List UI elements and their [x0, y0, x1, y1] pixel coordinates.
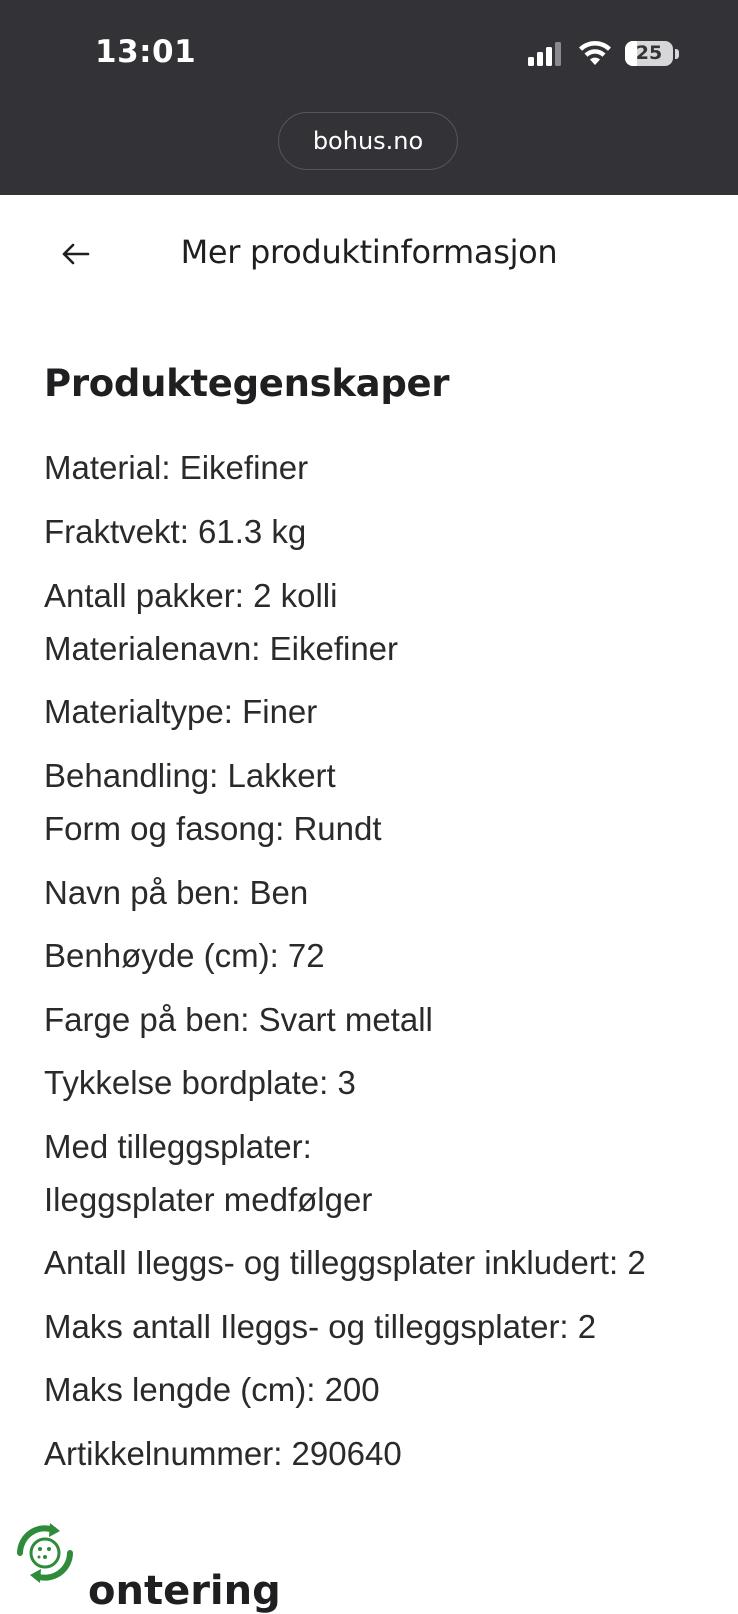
- next-section-heading-partial: ontering: [88, 1568, 281, 1614]
- url-text: bohus.no: [312, 127, 424, 155]
- recycle-icon[interactable]: [10, 1518, 80, 1588]
- browser-top-bar: [0, 0, 738, 195]
- property-material: Material: Eikefiner: [44, 449, 309, 486]
- property-shape: Form og fasong: Rundt: [44, 810, 382, 847]
- property-material-type: Materialtype: Finer: [44, 693, 318, 730]
- property-tabletop-thickness: Tykkelse bordplate: 3: [44, 1064, 356, 1101]
- battery-percentage: 25: [635, 42, 663, 64]
- battery-icon: [625, 41, 673, 66]
- property-extension-leaves: Med tilleggsplater:: [44, 1128, 312, 1165]
- cellular-signal-icon: [528, 40, 562, 66]
- address-bar[interactable]: [278, 112, 458, 170]
- property-leg-name: Navn på ben: Ben: [44, 874, 309, 911]
- battery-tip: [675, 49, 679, 59]
- property-extension-leaves-value: Ileggsplater medfølger: [44, 1181, 373, 1218]
- property-leg-height: Benhøyde (cm): 72: [44, 937, 325, 974]
- property-treatment: Behandling: Lakkert: [44, 757, 336, 794]
- property-material-name: Materialenavn: Eikefiner: [44, 630, 399, 667]
- property-leaves-included: Antall Ileggs- og tilleggsplater inkludert: 2: [44, 1244, 646, 1281]
- property-article-number: Artikkelnummer: 290640: [44, 1435, 402, 1472]
- status-time: 13:01: [95, 34, 197, 70]
- section-heading: Produktegenskaper: [44, 362, 450, 405]
- property-leg-color: Farge på ben: Svart metall: [44, 1001, 433, 1038]
- wifi-icon: [578, 38, 612, 66]
- property-max-length: Maks lengde (cm): 200: [44, 1371, 380, 1408]
- property-package-count: Antall pakker: 2 kolli: [44, 577, 338, 614]
- property-max-leaves: Maks antall Ileggs- og tilleggsplater: 2: [44, 1308, 597, 1345]
- page-title: Mer produktinformasjon: [180, 233, 558, 271]
- property-shipping-weight: Fraktvekt: 61.3 kg: [44, 513, 307, 550]
